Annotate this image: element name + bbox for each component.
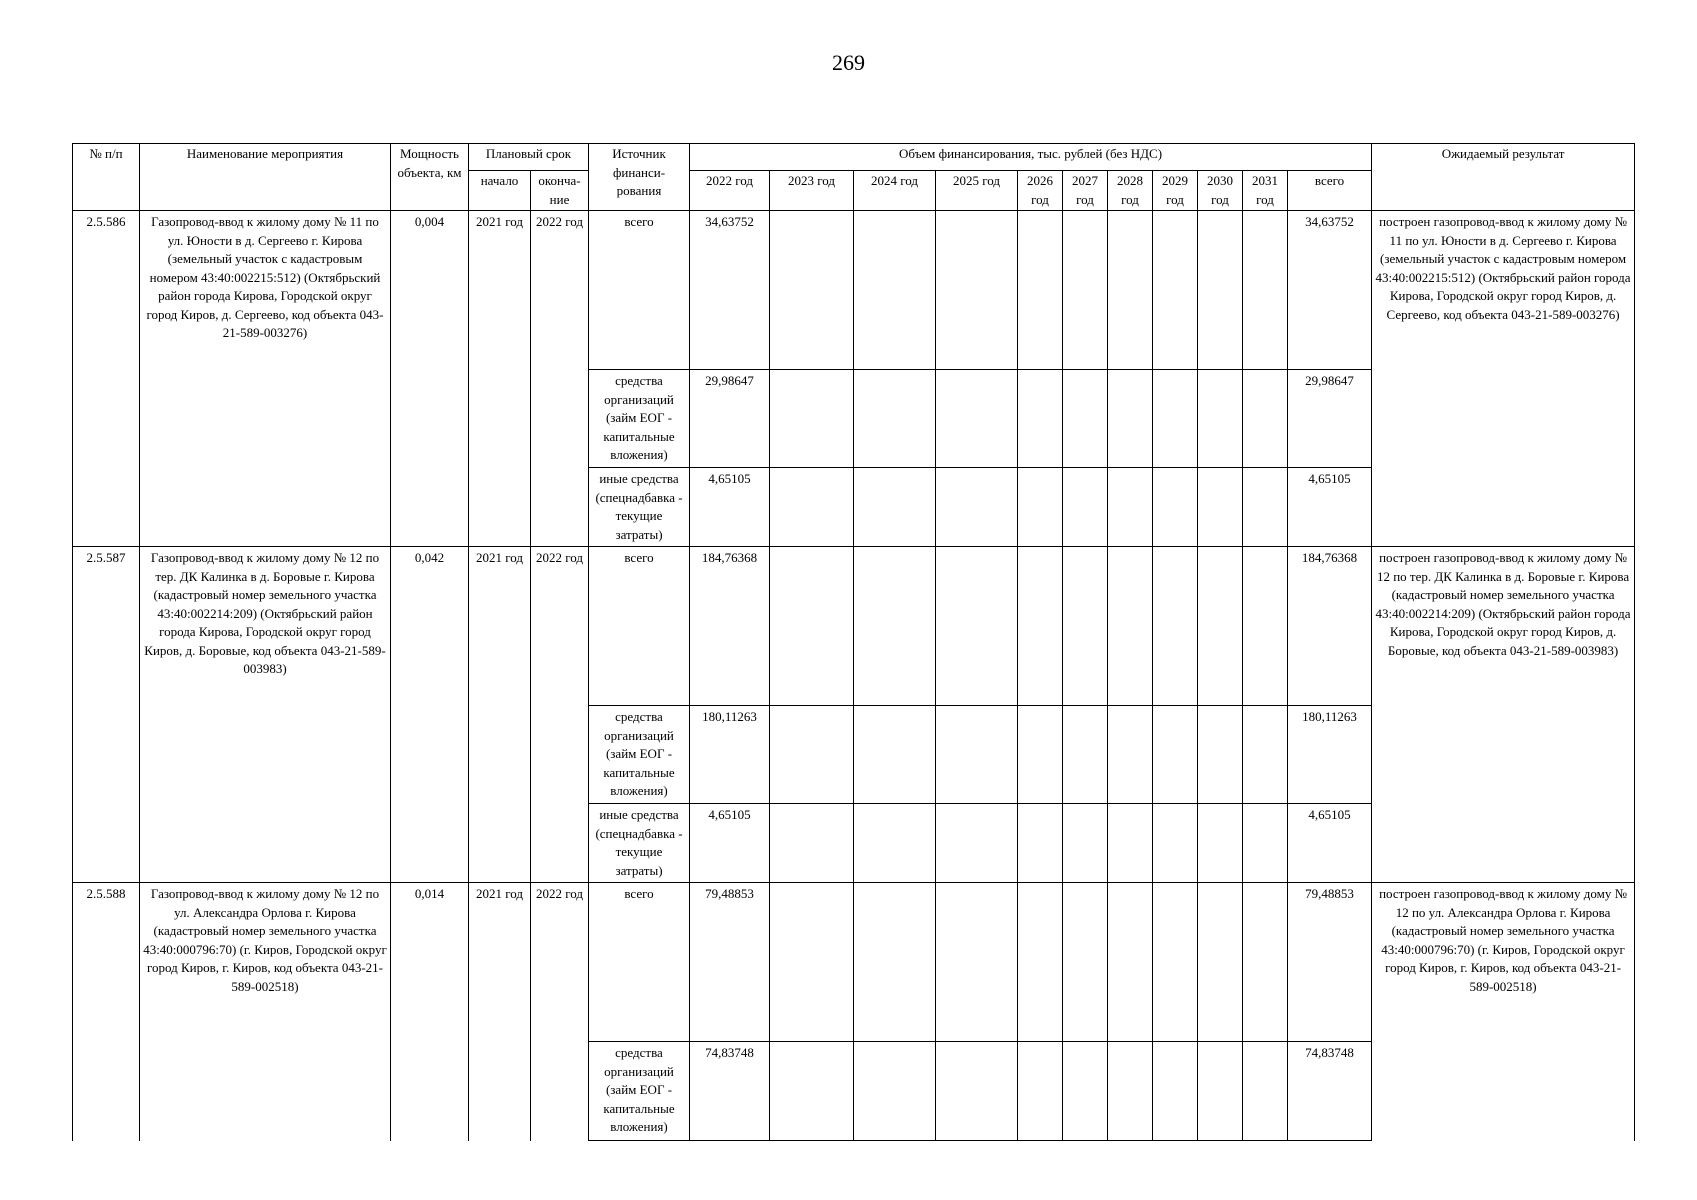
header-year-2023: 2023 год [770,171,854,211]
header-year-2028: 2028 год [1108,171,1153,211]
header-total: всего [1288,171,1372,211]
value-total: 180,11263 [1288,706,1372,804]
record-num: 2.5.586 [73,211,140,547]
header-year-2030: 2030 год [1198,171,1243,211]
record-name: Газопровод-ввод к жилому дому № 11 по ул. Юности в д. Сергеево г. Кирова (земельный участок с кадастровым номером 43:40:002215:512) (Октябрьский район города Кирова, Городской округ город Киров, д. Сергеево, код объекта 043-21-589-003276) [140,211,391,547]
header-end: оконча-ние [531,171,589,211]
value-2022: 184,76368 [690,547,770,706]
source-label: всего [589,883,690,1042]
source-label: всего [589,211,690,370]
table-row [73,211,1635,370]
header-capacity: Мощность объекта, км [391,144,469,211]
header-name: Наименование мероприятия [140,144,391,211]
value-2022: 4,65105 [690,468,770,547]
header-year-2029: 2029 год [1153,171,1198,211]
value-2022: 29,98647 [690,370,770,468]
header-start: начало [469,171,531,211]
value-total: 4,65105 [1288,468,1372,547]
header-year-2031: 2031 год [1243,171,1288,211]
record-capacity: 0,042 [391,547,469,883]
source-label: средства организаций (займ ЕОГ - капитальные вложения) [589,370,690,468]
record-capacity: 0,004 [391,211,469,547]
value-total: 29,98647 [1288,370,1372,468]
value-total: 184,76368 [1288,547,1372,706]
header-source: Источник финанси-рования [589,144,690,211]
record-start: 2021 год [469,547,531,883]
table-row [73,883,1635,1042]
value-total: 79,48853 [1288,883,1372,1042]
header-year-2027: 2027 год [1063,171,1108,211]
record-result: построен газопровод-ввод к жилому дому № 11 по ул. Юности в д. Сергеево г. Кирова (земельный участок с кадастровым номером 43:40:002215:512) (Октябрьский район города Кирова, Городской округ город Киров, д. Сергеево, код объекта 043-21-589-003276) [1372,211,1635,547]
header-planned-term: Плановый срок [469,144,589,171]
table-row [73,547,1635,706]
header-year-2025: 2025 год [936,171,1018,211]
record-name: Газопровод-ввод к жилому дому № 12 по ул. Александра Орлова г. Кирова (кадастровый номер земельного участка 43:40:000796:70) (г. Киров, Городской округ город Киров, г. Киров, код объекта 043-21-589-002518) [140,883,391,1141]
record-end: 2022 год [531,211,589,547]
value-2022: 79,48853 [690,883,770,1042]
record-result: построен газопровод-ввод к жилому дому № 12 по ул. Александра Орлова г. Кирова (кадастровый номер земельного участка 43:40:000796:70) (г. Киров, Городской округ город Киров, г. Киров, код объекта 043-21-589-002518) [1372,883,1635,1141]
value-total: 4,65105 [1288,804,1372,883]
header-year-2022: 2022 год [690,171,770,211]
value-total: 34,63752 [1288,211,1372,370]
value-2022: 180,11263 [690,706,770,804]
record-start: 2021 год [469,211,531,547]
header-year-2024: 2024 год [854,171,936,211]
header-num: № п/п [73,144,140,211]
value-total: 74,83748 [1288,1042,1372,1141]
value-2022: 34,63752 [690,211,770,370]
record-num: 2.5.587 [73,547,140,883]
record-capacity: 0,014 [391,883,469,1141]
source-label: всего [589,547,690,706]
record-num: 2.5.588 [73,883,140,1141]
header-result: Ожидаемый результат [1372,144,1635,211]
source-label: средства организаций (займ ЕОГ - капитальные вложения) [589,706,690,804]
source-label: иные средства (спецнадбавка - текущие затраты) [589,468,690,547]
value-2022: 74,83748 [690,1042,770,1141]
header-financing: Объем финансирования, тыс. рублей (без НДС) [690,144,1372,171]
record-result: построен газопровод-ввод к жилому дому № 12 по тер. ДК Калинка в д. Боровые г. Кирова (кадастровый номер земельного участка 43:40:002214:209) (Октябрьский район города Кирова, Городской округ город Киров, д. Боровые, код объекта 043-21-589-003983) [1372,547,1635,883]
value-2022: 4,65105 [690,804,770,883]
page-number: 269 [832,50,865,75]
source-label: иные средства (спецнадбавка - текущие затраты) [589,804,690,883]
source-label: средства организаций (займ ЕОГ - капитальные вложения) [589,1042,690,1141]
record-end: 2022 год [531,883,589,1141]
record-start: 2021 год [469,883,531,1141]
record-end: 2022 год [531,547,589,883]
header-year-2026: 2026 год [1018,171,1063,211]
record-name: Газопровод-ввод к жилому дому № 12 по тер. ДК Калинка в д. Боровые г. Кирова (кадастровый номер земельного участка 43:40:002214:209) (Октябрьский район города Кирова, Городской округ город Киров, д. Боровые, код объекта 043-21-589-003983) [140,547,391,883]
financing-table [72,143,1635,1141]
